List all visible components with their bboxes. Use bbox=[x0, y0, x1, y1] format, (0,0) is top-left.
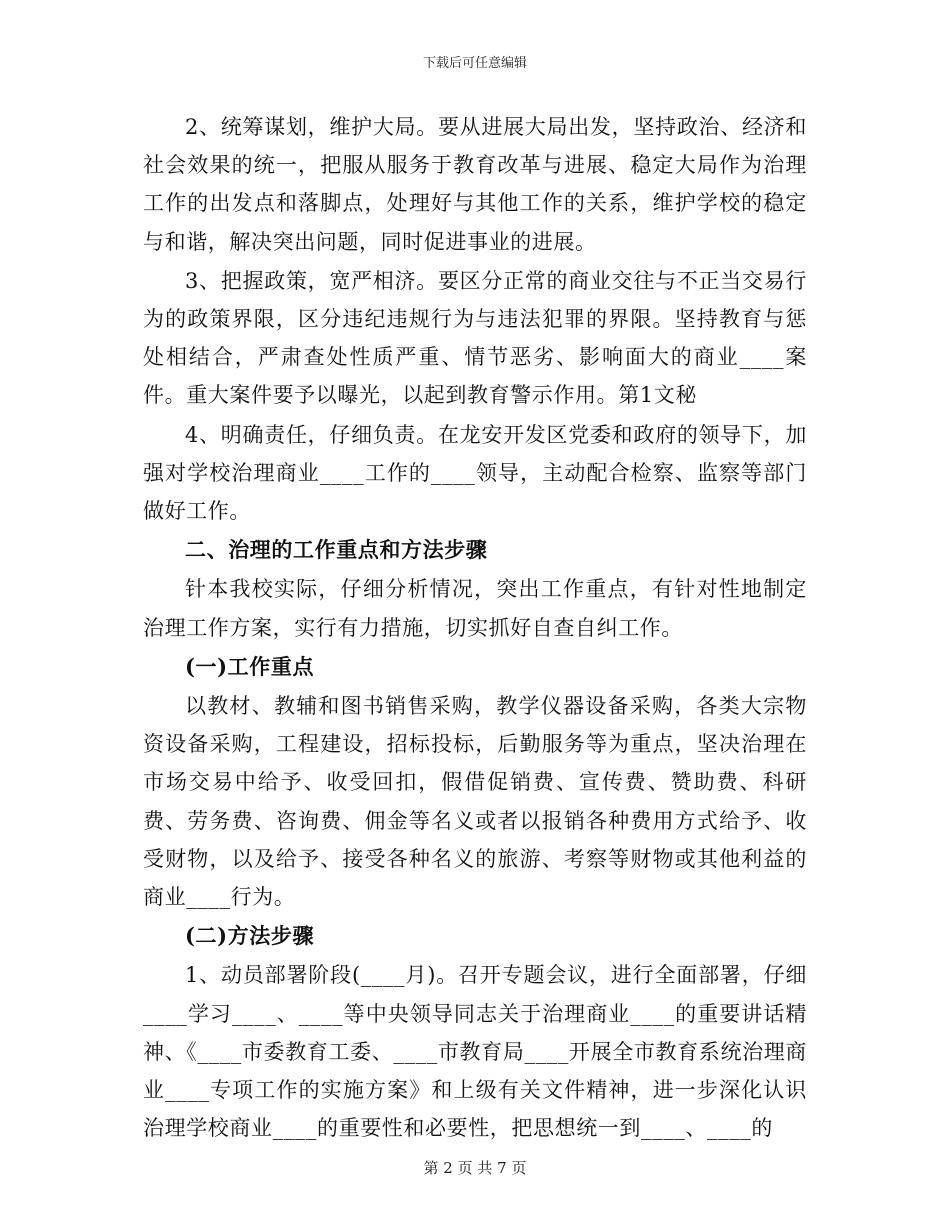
paragraph-work-focus: 以教材、教辅和图书销售采购，教学仪器设备采购，各类大宗物资设备采购，工程建设，招标投标，后勤服务等为重点，坚决治理在市场交易中给予、收受回扣，假借促销费、宣传费、赞助费、科研费、劳务费、咨询费、佣金等名义或者以报销各种费用方式给予、收受财物，以及给予、接受各种名义的旅游、考察等财物或其他利益的商业____行为。 bbox=[143, 694, 807, 910]
document-body bbox=[143, 108, 807, 1148]
subheading-work-focus: (一)工作重点 bbox=[185, 653, 315, 679]
paragraph-section-intro: 针本我校实际，仔细分析情况，突出工作重点，有针对性地制定治理工作方案，实行有力措施，切实抓好自查自纠工作。 bbox=[143, 577, 807, 640]
page-footer: 第 2 页 共 7 页 bbox=[423, 1159, 527, 1177]
paragraph-principle-4: 4、明确责任，仔细负责。在龙安开发区党委和政府的领导下，加强对学校治理商业____工作的____领导，主动配合检察、监察等部门做好工作。 bbox=[143, 422, 807, 524]
paragraph-step-1: 1、动员部署阶段(____月)。召开专题会议，进行全面部署，仔细____学习____、____等中央领导同志关于治理商业____的重要讲话精神、《____市委教育工委、____市教育局____开展全市教育系统治理商业____专项工作的实施方案》和上级有关文件精神，进一步深化认识治理学校商业____的重要性和必要性，把思想统一到____、____的 bbox=[143, 963, 807, 1141]
page-header: 下载后可任意编辑 bbox=[422, 56, 527, 71]
paragraph-principle-3: 3、把握政策，宽严相济。要区分正常的商业交往与不正当交易行为的政策界限，区分违纪违规行为与违法犯罪的界限。坚持教育与惩处相结合，严肃查处性质严重、情节恶劣、影响面大的商业____案件。重大案件要予以曝光，以起到教育警示作用。第1文秘 bbox=[143, 268, 807, 408]
section-heading-2: 二、治理的工作重点和方法步骤 bbox=[185, 537, 488, 563]
subheading-method-steps: (二)方法步骤 bbox=[185, 923, 315, 949]
paragraph-principle-2: 2、统筹谋划，维护大局。要从进展大局出发，坚持政治、经济和社会效果的统一，把服从服务于教育改革与进展、稳定大局作为治理工作的出发点和落脚点，处理好与其他工作的关系，维护学校的稳定与和谐，解决突出问题，同时促进事业的进展。 bbox=[143, 115, 807, 254]
